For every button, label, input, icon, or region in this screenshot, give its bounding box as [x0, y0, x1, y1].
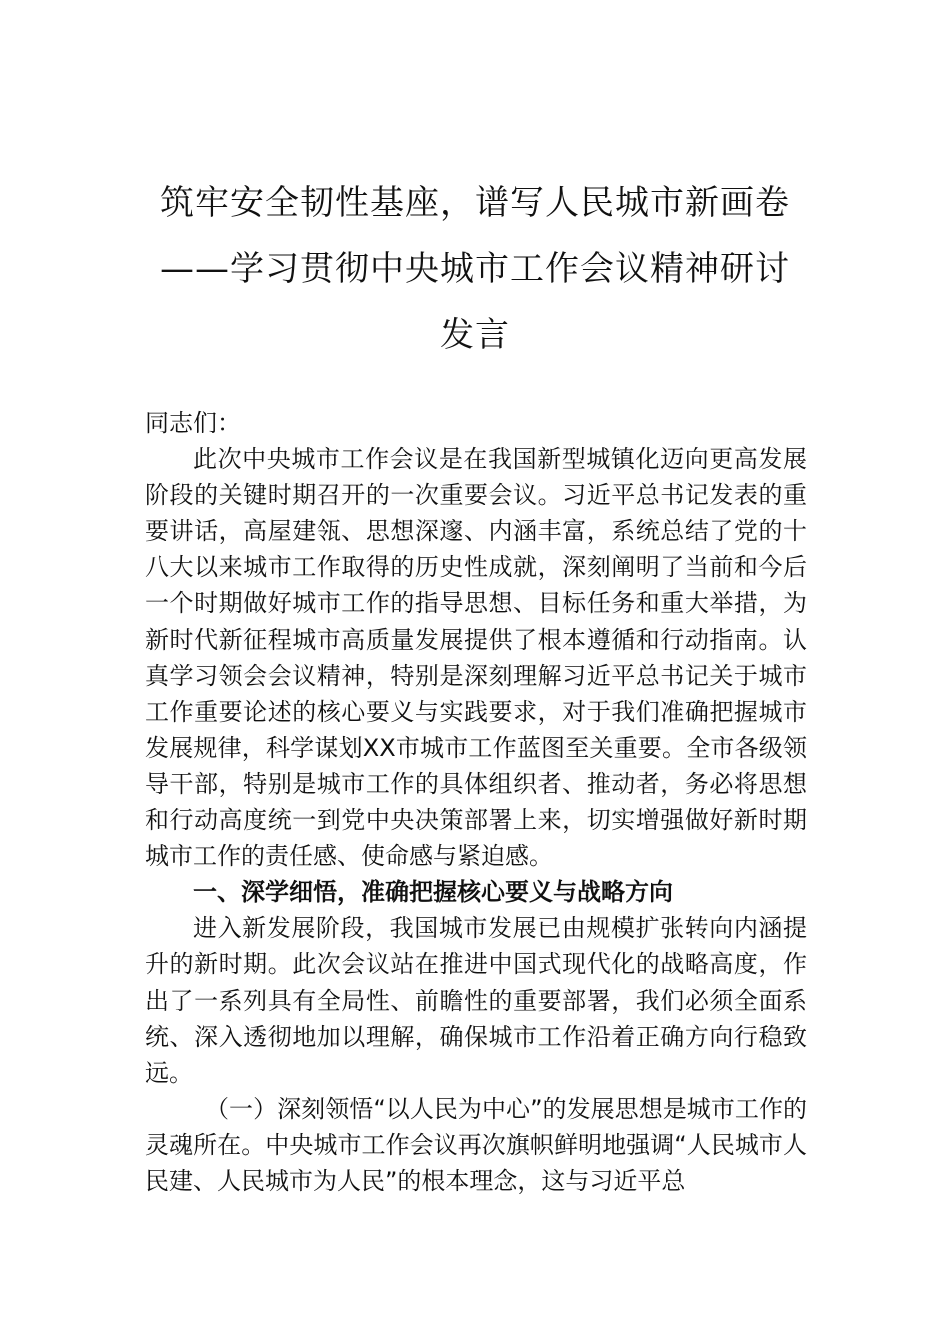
title-line-1: 筑牢安全韧性基座，谱写人民城市新画卷 [160, 183, 790, 223]
document-body [145, 405, 807, 1199]
salutation: 同志们： [145, 409, 241, 437]
paragraph-intro: 此次中央城市工作会议是在我国新型城镇化迈向更高发展阶段的关键时期召开的一次重要会议。习近平总书记发表的重要讲话，高屋建瓴、思想深邃、内涵丰富，系统总结了党的十八大以来城市工作取得的历史性成就，深刻阐明了当前和今后一个时期做好城市工作的指导思想、目标任务和重大举措，为新时代新征程城市高质量发展提供了根本遵循和行动指南。认真学习领会会议精神，特别是深刻理解习近平总书记关于城市工作重要论述的核心要义与实践要求，对于我们准确把握城市发展规律，科学谋划XX市城市工作蓝图至关重要。全市各级领导干部，特别是城市工作的具体组织者、推动者，务必将思想和行动高度统一到党中央决策部署上来，切实增强做好新时期城市工作的责任感、使命感与紧迫感。 [145, 445, 807, 871]
title-line-2: ——学习贯彻中央城市工作会议精神研讨 [160, 249, 790, 289]
document-title [145, 170, 805, 368]
title-line-3: 发言 [440, 315, 510, 355]
paragraph-subsection-1: （一）深刻领悟“以人民为中心”的发展思想是城市工作的灵魂所在。中央城市工作会议再次旗帜鲜明地强调“人民城市人民建、人民城市为人民”的根本理念，这与习近平总 [145, 1094, 807, 1195]
section-heading-1: 一、深学细悟，准确把握核心要义与战略方向 [193, 878, 673, 907]
paragraph-section-1: 进入新发展阶段，我国城市发展已由规模扩张转向内涵提升的新时期。此次会议站在推进中国式现代化的战略高度，作出了一系列具有全局性、前瞻性的重要部署，我们必须全面系统、深入透彻地加以理解，确保城市工作沿着正确方向行稳致远。 [145, 914, 807, 1087]
